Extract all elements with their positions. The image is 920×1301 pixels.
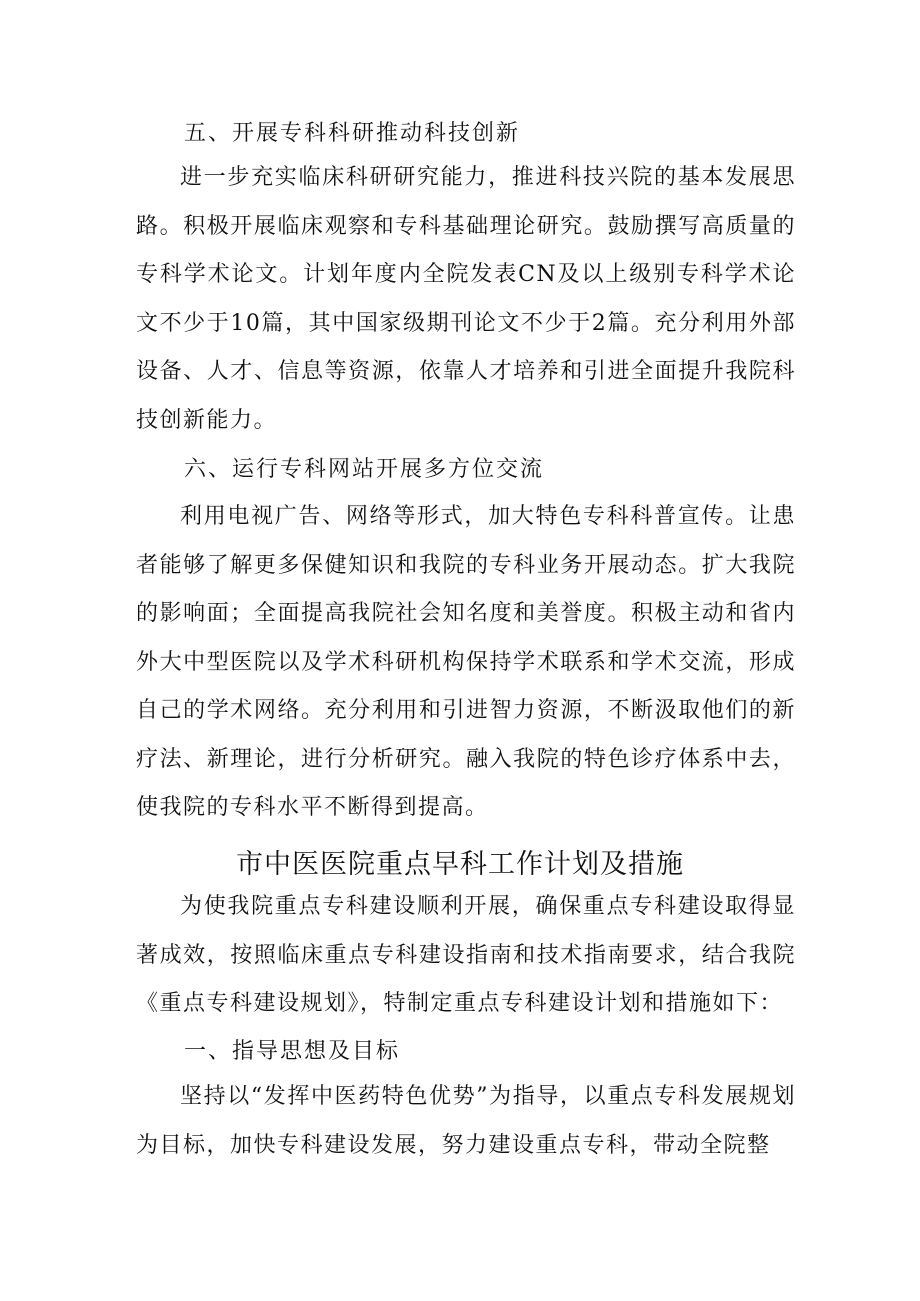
section-1-heading: 一、指导思想及目标 (184, 1039, 401, 1064)
section-5-heading: 五、开展专科科研推动科技创新 (184, 121, 521, 146)
section-6-heading: 六、运行专科网站开展多方位交流 (184, 457, 545, 482)
section-6-paragraph: 利用电视广告、网络等形式，加大特色专科科普宣传。让患者能够了解更多保健知识和我院的专科业务开展动态。扩大我院的影响面；全面提高我院社会知名度和美誉度。积极主动和省内外大中型医院以及学术科研机构保持学术联系和学术交流，形成自己的学术网络。充分利用和引进智力资源，不断汲取他们的新疗法、新理论，进行分析研究。融入我院的特色诊疗体系中去，使我院的专科水平不断得到提高。 (136, 504, 796, 820)
section-1-paragraph: 坚持以“发挥中医药特色优势”为指导，以重点专科发展规划为目标，加快专科建设发展，努力建设重点专科，带动全院整 (136, 1084, 796, 1158)
intro-paragraph: 为使我院重点专科建设顺利开展，确保重点专科建设取得显著成效，按照临床重点专科建设指南和技术指南要求，结合我院《重点专科建设规划》，特制定重点专科建设计划和措施如下： (136, 894, 796, 1016)
document-title: 市中医医院重点早科工作计划及措施 (236, 849, 684, 880)
section-5-paragraph: 进一步充实临床科研研究能力，推进科技兴院的基本发展思路。积极开展临床观察和专科基础理论研究。鼓励撰写高质量的专科学术论文。计划年度内全院发表CN及以上级别专科学术论文不少于10篇，其中国家级期刊论文不少于2篇。充分利用外部设备、人才、信息等资源，依靠人才培养和引进全面提升我院科技创新能力。 (136, 165, 796, 433)
